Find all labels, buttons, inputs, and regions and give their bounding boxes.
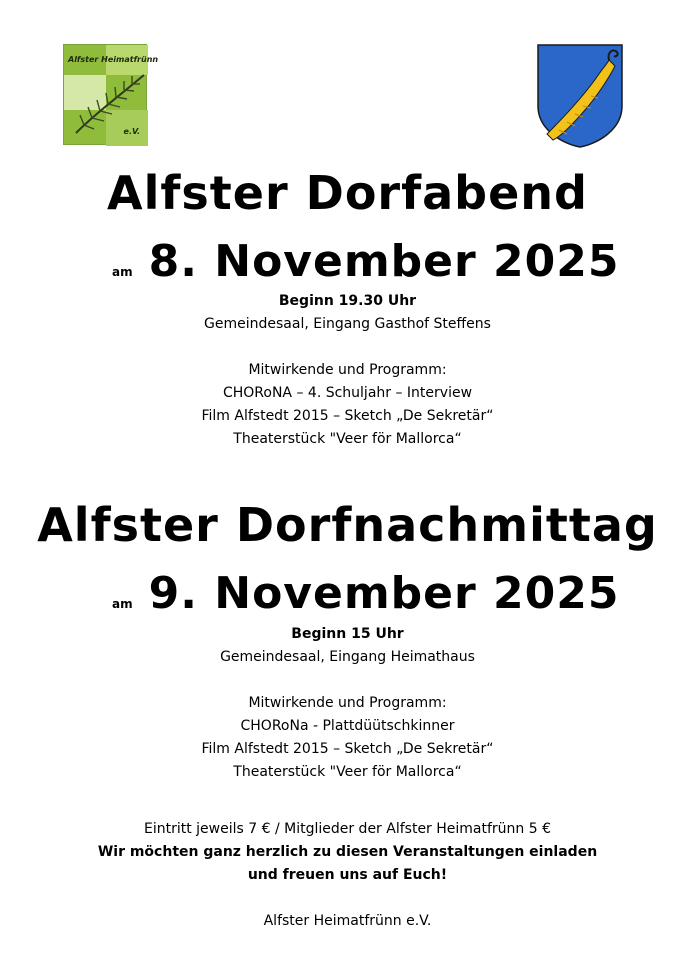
event1-am-label: am (112, 265, 133, 279)
event1-date: 8. November 2025 (148, 236, 620, 287)
event2-title: Alfster Dorfnachmittag (37, 498, 658, 552)
event1-program-line: CHORoNA – 4. Schuljahr – Interview (222, 385, 473, 401)
event1-program-heading: Mitwirkende und Programm: (248, 362, 447, 378)
coat-of-arms-icon (537, 44, 623, 148)
event1-title: Alfster Dorfabend (107, 166, 588, 220)
event1-venue: Gemeindesaal, Eingang Gasthof Steffens (204, 316, 491, 332)
event2-date: 9. November 2025 (148, 568, 620, 619)
event1-program-line: Film Alfstedt 2015 – Sketch „De Sekretär“ (201, 408, 494, 424)
event1-program-line: Theaterstück "Veer för Mallorca“ (233, 431, 462, 447)
invitation-line: und freuen uns auf Euch! (247, 867, 448, 883)
signature: Alfster Heimatfrünn e.V. (263, 913, 432, 929)
event1-time: Beginn 19.30 Uhr (278, 293, 417, 309)
heimatfruenn-logo (63, 44, 159, 145)
logo-suffix: e.V. (123, 127, 140, 136)
event2-program-line: Theaterstück "Veer för Mallorca“ (233, 764, 462, 780)
event2-program-line: CHORoNa - Plattdüütschkinner (240, 718, 455, 734)
event2-program-heading: Mitwirkende und Programm: (248, 695, 447, 711)
invitation-line: Wir möchten ganz herzlich zu diesen Veranstaltungen einladen (97, 844, 598, 860)
event2-program-line: Film Alfstedt 2015 – Sketch „De Sekretär“ (201, 741, 494, 757)
event2-am-label: am (112, 597, 133, 611)
event2-venue: Gemeindesaal, Eingang Heimathaus (220, 649, 475, 665)
admission-text: Eintritt jeweils 7 € / Mitglieder der Alfster Heimatfrünn 5 € (143, 821, 552, 837)
logo-text: Alfster Heimatfrünn (68, 55, 159, 64)
event2-time: Beginn 15 Uhr (291, 626, 404, 642)
